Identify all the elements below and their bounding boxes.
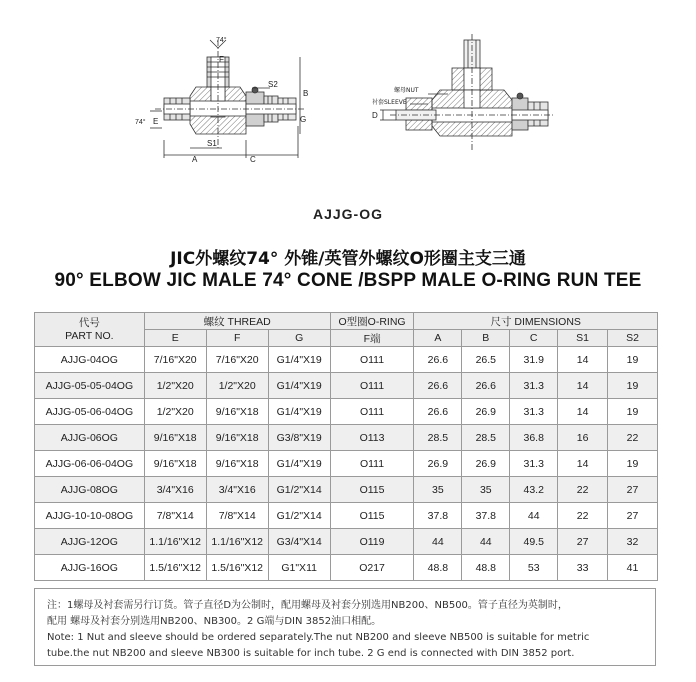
table-cell: 26.9: [462, 451, 510, 477]
table-cell: O115: [330, 477, 414, 503]
table-row: [35, 555, 658, 581]
table-cell: 14: [558, 347, 608, 373]
table-cell: 1.1/16"X12: [144, 529, 206, 555]
table-cell: 9/16"X18: [144, 451, 206, 477]
table-cell: O111: [330, 451, 414, 477]
table-cell: O115: [330, 503, 414, 529]
table-cell: 36.8: [510, 425, 558, 451]
table-cell: 27: [558, 529, 608, 555]
subheader-cell: B: [462, 330, 510, 347]
table-cell: O111: [330, 373, 414, 399]
table-cell: 22: [558, 477, 608, 503]
note-cn-line2: 配用 螺母及衬套分别选用NB200、NB300。2 G端与DIN 3852油口相配。: [47, 616, 382, 627]
table-cell: 44: [414, 529, 462, 555]
left-fitting-drawing: [150, 40, 305, 158]
label-F: F: [219, 55, 224, 64]
table-cell: 32: [608, 529, 658, 555]
subheader-cell: S1: [558, 330, 608, 347]
table-cell: 1/2"X20: [144, 399, 206, 425]
part-no-cell: AJJG-06OG: [35, 425, 145, 451]
product-code: AJJG-OG: [312, 206, 383, 222]
table-cell: 19: [608, 399, 658, 425]
table-cell: 7/8"X14: [144, 503, 206, 529]
table-cell: 26.6: [414, 373, 462, 399]
subheader-cell: F: [206, 330, 268, 347]
table-cell: G1/4"X19: [268, 451, 330, 477]
table-cell: 37.8: [414, 503, 462, 529]
table-cell: 26.5: [462, 347, 510, 373]
label-angle-top: 74°: [216, 37, 227, 44]
table-row: [35, 503, 658, 529]
table-cell: 35: [462, 477, 510, 503]
table-row: [35, 451, 658, 477]
table-cell: 26.6: [462, 373, 510, 399]
table-cell: O113: [330, 425, 414, 451]
table-cell: 7/8"X14: [206, 503, 268, 529]
table-cell: G1/2"X14: [268, 477, 330, 503]
table-cell: 19: [608, 347, 658, 373]
label-S1: S1: [207, 139, 217, 148]
table-cell: 9/16"X18: [144, 425, 206, 451]
label-A: A: [192, 155, 198, 164]
part-no-cell: AJJG-05-06-04OG: [35, 399, 145, 425]
table-cell: 9/16"X18: [206, 451, 268, 477]
table-cell: 26.6: [414, 347, 462, 373]
table-row: [35, 399, 658, 425]
label-C: C: [250, 155, 256, 164]
subheader-cell: G: [268, 330, 330, 347]
table-cell: 3/4"X16: [144, 477, 206, 503]
note-en-line1: Note: 1 Nut and sleeve should be ordered separately.The nut NB200 and sleeve NB500 is suitable for metric: [47, 632, 590, 643]
table-cell: O111: [330, 347, 414, 373]
table-cell: 44: [510, 503, 558, 529]
table-cell: 14: [558, 451, 608, 477]
spec-table: [34, 312, 658, 581]
table-cell: 1.5/16"X12: [206, 555, 268, 581]
table-cell: 49.5: [510, 529, 558, 555]
table-cell: 14: [558, 399, 608, 425]
label-sleeve: 衬套SLEEVE: [372, 99, 407, 106]
table-cell: 19: [608, 373, 658, 399]
table-cell: 26.9: [414, 451, 462, 477]
table-cell: 31.3: [510, 399, 558, 425]
header-dimensions: 尺寸 DIMENSIONS: [414, 313, 658, 330]
table-cell: G3/8"X19: [268, 425, 330, 451]
notes-box: [34, 588, 656, 666]
table-cell: 28.5: [414, 425, 462, 451]
part-no-cell: AJJG-08OG: [35, 477, 145, 503]
table-cell: 27: [608, 477, 658, 503]
table-cell: G1/4"X19: [268, 373, 330, 399]
label-E: E: [153, 117, 159, 126]
subheader-cell: C: [510, 330, 558, 347]
part-no-cell: AJJG-16OG: [35, 555, 145, 581]
table-cell: 31.3: [510, 451, 558, 477]
label-angle-left: 74°: [135, 119, 146, 126]
header-part-no-en: PART NO.: [65, 329, 114, 342]
header-part-no: [35, 313, 145, 347]
table-cell: 9/16"X18: [206, 399, 268, 425]
table-cell: 37.8: [462, 503, 510, 529]
table-cell: G1/2"X14: [268, 503, 330, 529]
header-oring: O型圈O-RING: [330, 313, 414, 330]
part-no-cell: AJJG-04OG: [35, 347, 145, 373]
title-chinese: JIC外螺纹74° 外锥/英管外螺纹O形圈主支三通: [170, 249, 526, 269]
table-cell: 48.8: [462, 555, 510, 581]
table-cell: G3/4"X14: [268, 529, 330, 555]
part-no-cell: AJJG-10-10-08OG: [35, 503, 145, 529]
table-row: [35, 529, 658, 555]
table-cell: 7/16"X20: [144, 347, 206, 373]
table-row: [35, 425, 658, 451]
table-cell: 9/16"X18: [206, 425, 268, 451]
table-cell: G1/4"X19: [268, 399, 330, 425]
table-cell: 48.8: [414, 555, 462, 581]
table-cell: 35: [414, 477, 462, 503]
label-nut: 螺母NUT: [394, 87, 419, 94]
note-en-line2: tube.the nut NB200 and sleeve NB300 is suitable for inch tube. 2 G end is connected with DIN 3852 port.: [47, 648, 575, 659]
table-cell: 1/2"X20: [144, 373, 206, 399]
table-cell: 1.1/16"X12: [206, 529, 268, 555]
table-cell: 22: [608, 425, 658, 451]
table-cell: G1/4"X19: [268, 347, 330, 373]
table-cell: 19: [608, 451, 658, 477]
table-cell: 28.5: [462, 425, 510, 451]
part-no-cell: AJJG-12OG: [35, 529, 145, 555]
header-part-no-cn: 代号: [78, 316, 100, 329]
table-cell: G1"X11: [268, 555, 330, 581]
table-row: [35, 373, 658, 399]
table-cell: 44: [462, 529, 510, 555]
subheader-cell: E: [144, 330, 206, 347]
note-cn-line1: 注：1螺母及衬套需另行订货。管子直径D为公制时，配用螺母及衬套分别选用NB200、NB500。管子直径为英制时，: [47, 600, 568, 611]
table-cell: O217: [330, 555, 414, 581]
table-cell: 1/2"X20: [206, 373, 268, 399]
table-cell: 1.5/16"X12: [144, 555, 206, 581]
label-B: B: [303, 89, 309, 98]
table-cell: 26.6: [414, 399, 462, 425]
table-cell: 31.3: [510, 373, 558, 399]
table-cell: 22: [558, 503, 608, 529]
technical-drawings: [0, 0, 696, 200]
part-no-cell: AJJG-05-05-04OG: [35, 373, 145, 399]
table-cell: 33: [558, 555, 608, 581]
title-english: 90° ELBOW JIC MALE 74° CONE /BSPP MALE O-RING RUN TEE: [54, 270, 642, 291]
header-thread: 螺纹 THREAD: [144, 313, 330, 330]
table-cell: 7/16"X20: [206, 347, 268, 373]
table-cell: 41: [608, 555, 658, 581]
table-cell: 3/4"X16: [206, 477, 268, 503]
table-cell: 31.9: [510, 347, 558, 373]
table-cell: 43.2: [510, 477, 558, 503]
table-row: [35, 477, 658, 503]
table-cell: 53: [510, 555, 558, 581]
table-cell: 26.9: [462, 399, 510, 425]
subheader-cell: A: [414, 330, 462, 347]
subheader-cell: S2: [608, 330, 658, 347]
table-cell: 27: [608, 503, 658, 529]
table-cell: O111: [330, 399, 414, 425]
label-D: D: [372, 111, 378, 120]
table-cell: 14: [558, 373, 608, 399]
table-cell: 16: [558, 425, 608, 451]
part-no-cell: AJJG-06-06-04OG: [35, 451, 145, 477]
label-S2: S2: [268, 80, 278, 89]
table-cell: O119: [330, 529, 414, 555]
table-row: [35, 347, 658, 373]
subheader-cell: F端: [330, 330, 414, 347]
label-G: G: [300, 115, 307, 124]
